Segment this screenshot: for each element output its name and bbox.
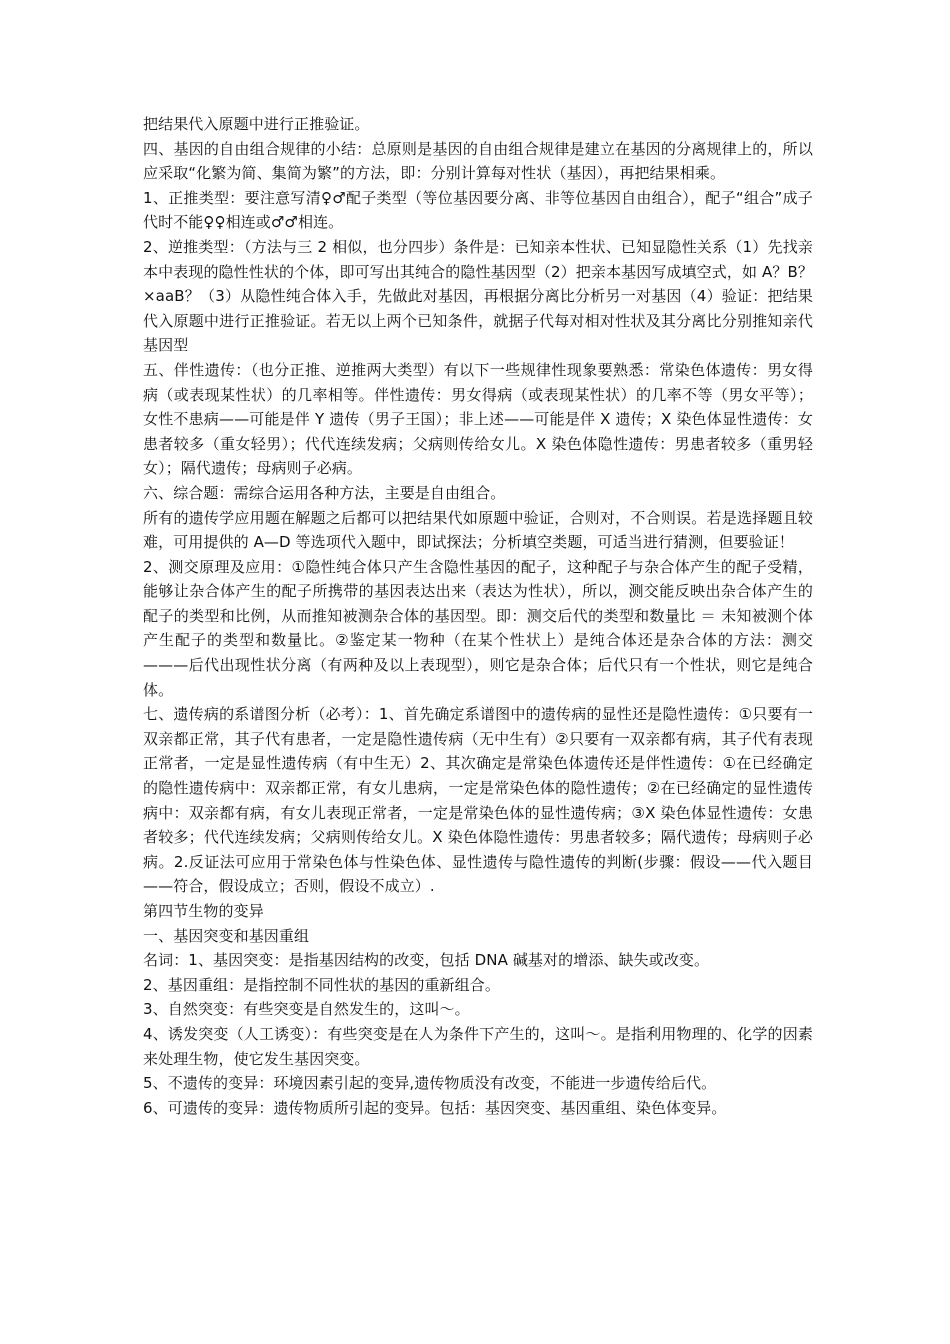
definition-non-heritable-variation: 5、不遗传的变异：环境因素引起的变异,遗传物质没有改变，不能进一步遗传给后代。 — [143, 1074, 717, 1093]
paragraph-forward-type: 1、正推类型：要注意写清♀♂配子类型（等位基因要分离、非等位基因自由组合），配子“组合”成子代时不能♀♀相连或♂♂相连。 — [143, 188, 813, 232]
definition-induced-mutation: 4、诱发突变（人工诱变）：有些突变是在人为条件下产生的，这叫～。是指利用物理的、化学的因素来处理生物，使它发生基因突变。 — [143, 1024, 813, 1068]
definition-gene-recombination: 2、基因重组：是指控制不同性状的基因的重新组合。 — [143, 975, 500, 994]
paragraph-verification-note: 所有的遗传学应用题在解题之后都可以把结果代如原题中验证，合则对，不合则误。若是选择题且较难，可用提供的 A—D 等选项代入题中，即试探法；分析填空类题，可适当进行猜测，但要验证！ — [143, 508, 813, 552]
subsection-heading-mutation: 一、基因突变和基因重组 — [143, 926, 310, 945]
definition-natural-mutation: 3、自然突变：有些突变是自然发生的，这叫～。 — [143, 1000, 470, 1019]
paragraph-section-5-sex-linked: 五、伴性遗传：（也分正推、逆推两大类型）有以下一些规律性现象要熟悉：常染色体遗传：男女得病（或表现某性状）的几率相等。伴性遗传：男女得病（或表现某性状）的几率不等（男女平等）；女性不患病——可能是伴 Y 遗传（男子王国）；非上述——可能是伴 X 遗传；X 染色体显性遗传：女患者较多（重女轻男）；代代连续发病；父病则传给女儿。X 染色体隐性遗传：男患者较多（重男轻女）；隔代遗传；母病则子必病。 — [143, 360, 813, 478]
paragraph-section-7-pedigree: 七、遗传病的系谱图分析（必考）：1、首先确定系谱图中的遗传病的显性还是隐性遗传：①只要有一双亲都正常，其子代有患者，一定是隐性遗传病（无中生有）②只要有一双亲都有病，其子代有表现正常者，一定是显性遗传病（有中生无）2、其次确定是常染色体遗传还是伴性遗传：①在已经确定的隐性遗传病中：双亲都正常，有女儿患病，一定是常染色体的隐性遗传；②在已经确定的显性遗传病中：双亲都有病，有女儿表现正常者，一定是常染色体的显性遗传病；③X 染色体显性遗传：女患者较多；代代连续发病；父病则传给女儿。X 染色体隐性遗传：男患者较多；隔代遗传；母病则子必病。2.反证法可应用于常染色体与性染色体、显性遗传与隐性遗传的判断(步骤：假设——代入题目——符合，假设成立；否则，假设不成立）. — [143, 705, 813, 896]
paragraph-section-4-summary: 四、基因的自由组合规律的小结：总原则是基因的自由组合规律是建立在基因的分离规律上的，所以应采取“化繁为简、集简为繁”的方法，即：分别计算每对性状（基因），再把结果相乘。 — [143, 139, 813, 183]
paragraph-testcross: 2、测交原理及应用：①隐性纯合体只产生含隐性基因的配子，这种配子与杂合体产生的配子受精，能够让杂合体产生的配子所携带的基因表达出来（表达为性状），所以，测交能反映出杂合体产生的配子的类型和比例，从而推知被测杂合体的基因型。即：测交后代的类型和数量比 ＝ 未知被测个体产生配子的类型和数量比。②鉴定某一物种（在某个性状上）是纯合体还是杂合体的方法：测交———后代出现性状分离（有两种及以上表现型），则它是杂合体；后代只有一个性状，则它是纯合体。 — [143, 557, 813, 699]
definition-gene-mutation: 名词：1、基因突变：是指基因结构的改变，包括 DNA 碱基对的增添、缺失或改变。 — [143, 951, 710, 970]
paragraph-section-6-comprehensive: 六、综合题：需综合运用各种方法，主要是自由组合。 — [143, 483, 506, 502]
definition-heritable-variation: 6、可遗传的变异：遗传物质所引起的变异。包括：基因突变、基因重组、染色体变异。 — [143, 1098, 727, 1117]
section-heading-variation: 第四节生物的变异 — [143, 902, 264, 920]
paragraph-reverse-type: 2、逆推类型：（方法与三 2 相似，也分四步）条件是：已知亲本性状、已知显隐性关系（1）先找亲本中表现的隐性性状的个体，即可写出其纯合的隐性基因型（2）把亲本基因写成填空式，如 A？B？ ×aaB？（3）从隐性纯合体入手，先做此对基因，再根据分离比分析另一对基因（4）验证：把结果代入原题中进行正推验证。若无以上两个已知条件，就据子代每对相对性状及其分离比分别推知亲代基因型 — [143, 237, 813, 355]
document-page — [143, 112, 813, 1120]
paragraph-verify-forward: 把结果代入原题中进行正推验证。 — [143, 115, 370, 133]
